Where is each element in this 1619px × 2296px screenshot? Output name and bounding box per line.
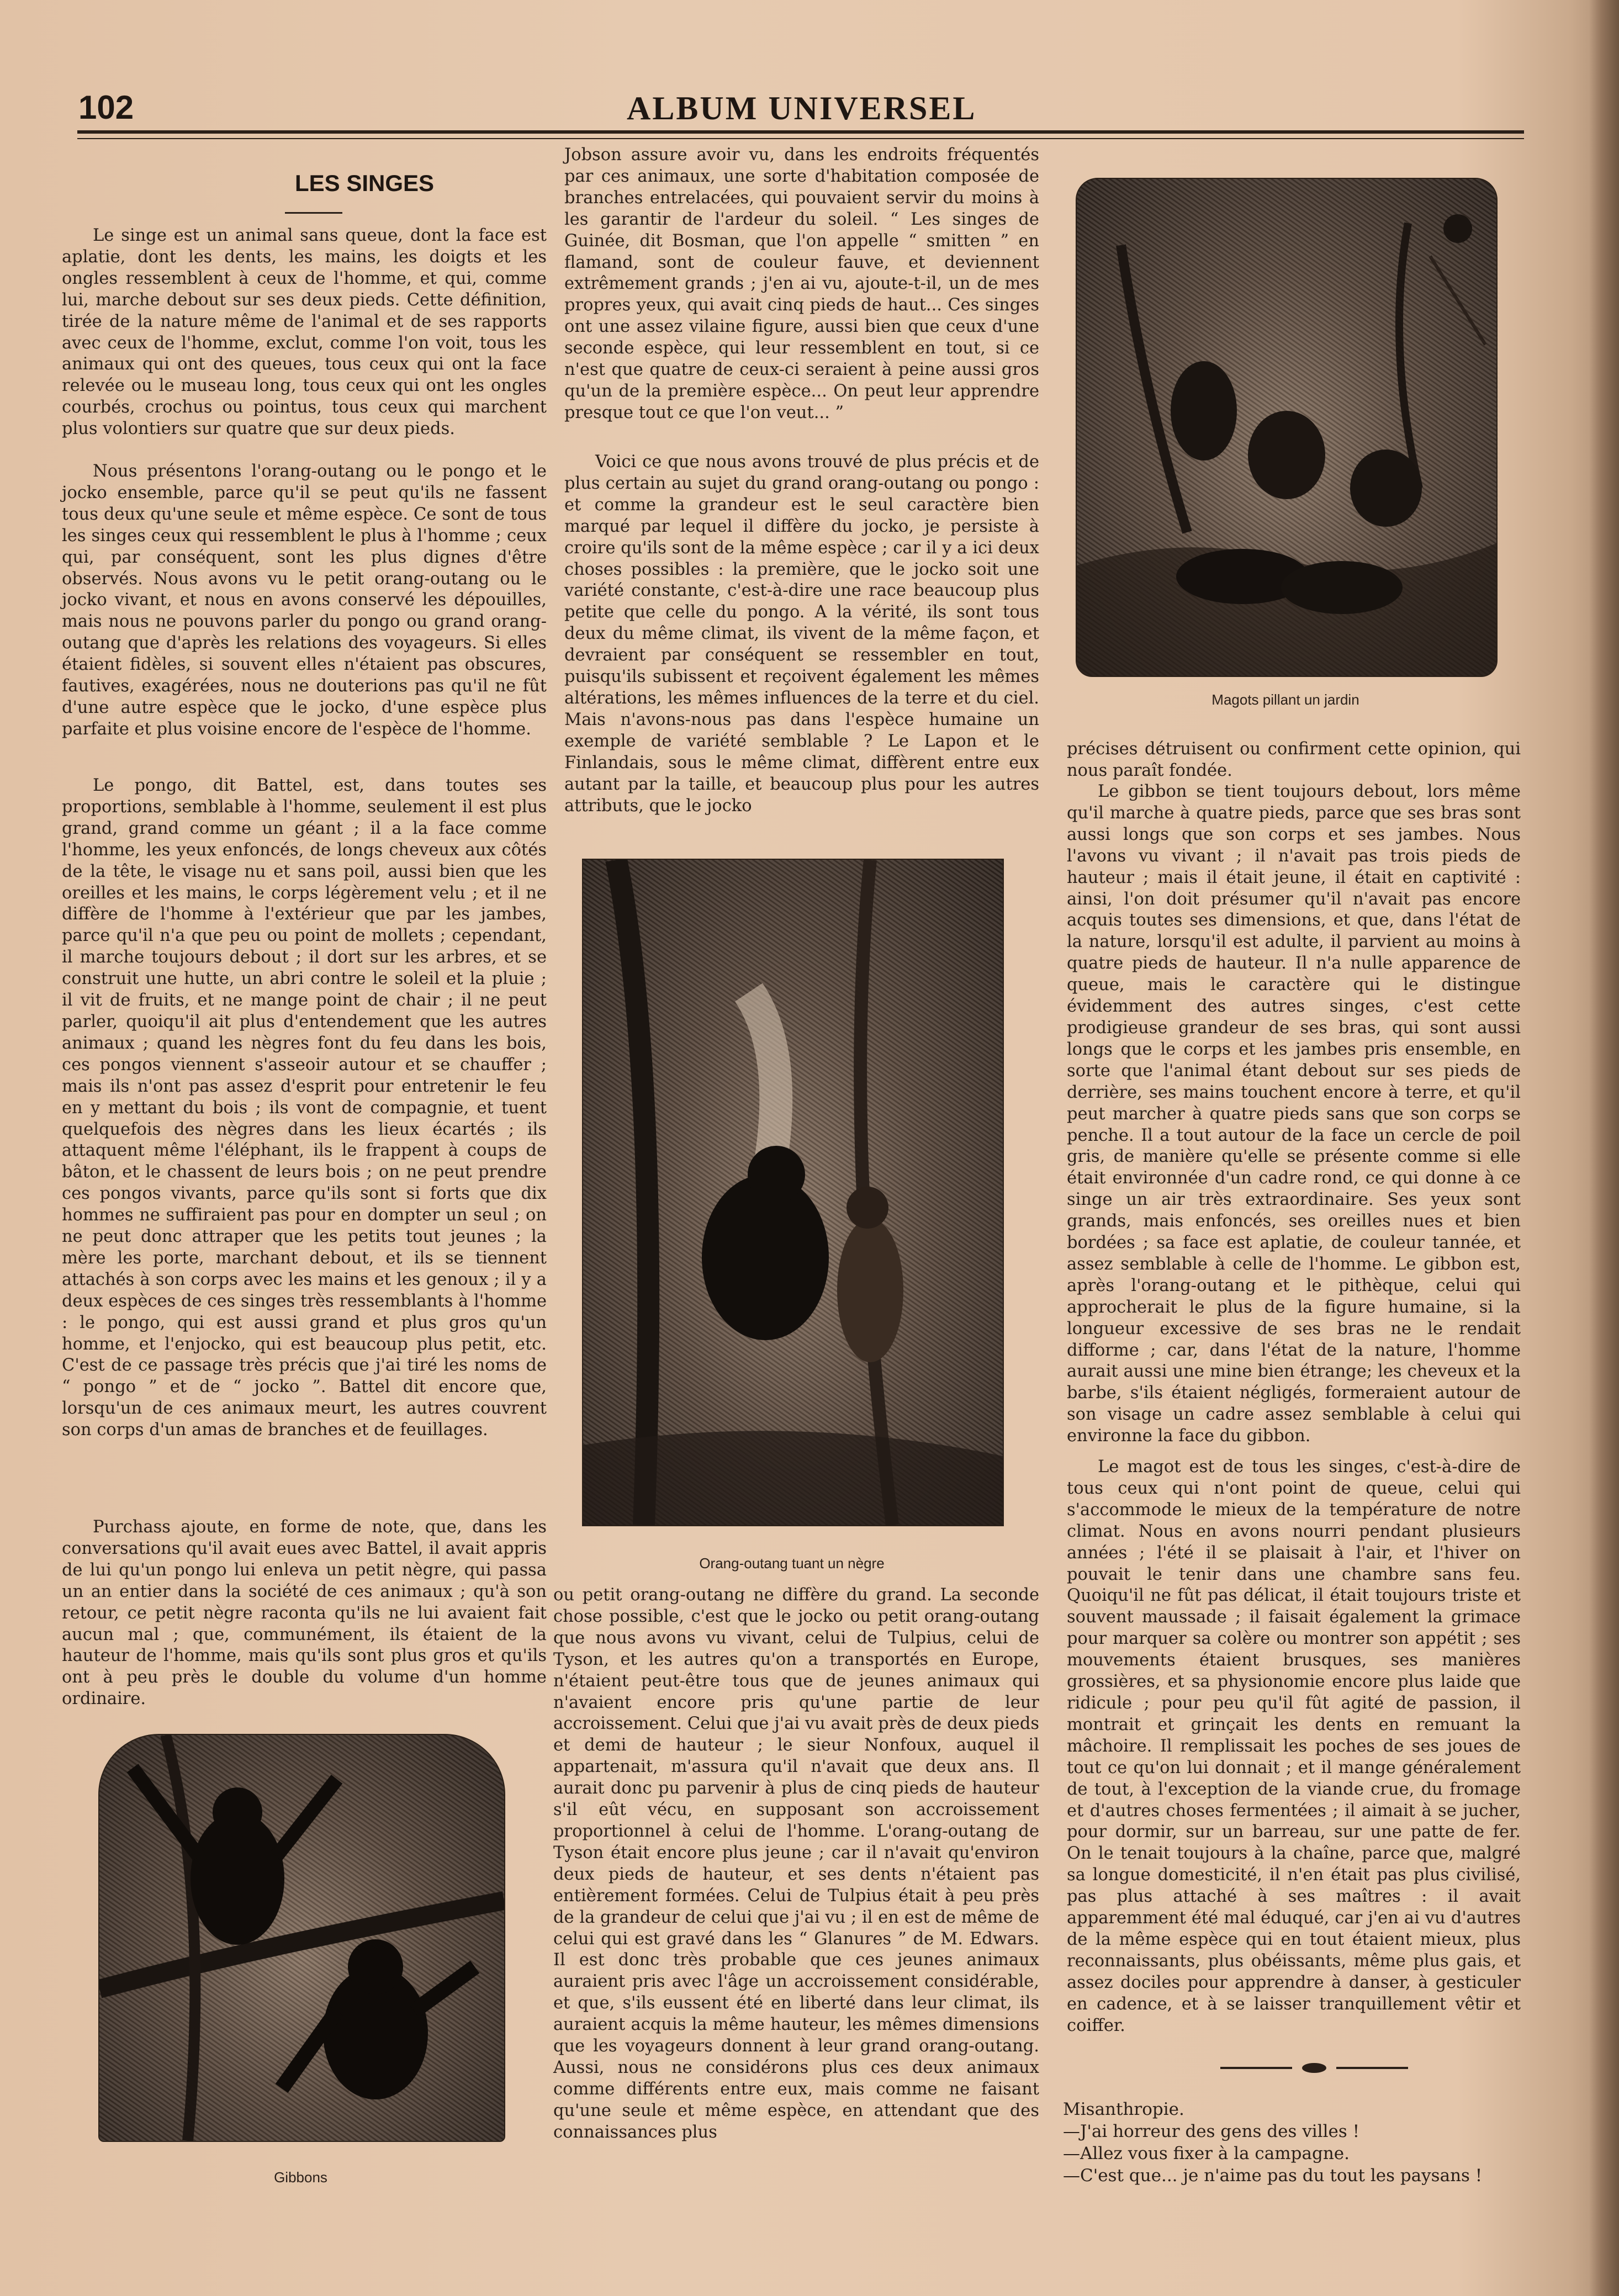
article-paragraph: Le gibbon se tient toujours debout, lors même qu'il marche à quatre pieds, parce que ses bras sont aussi longs que son corps et ses jambes. Nous l'avons vu vivant ; il n'avait pas trois pieds de hauteur ; mais il était jeune, il était en captivité : ainsi, l'on doit présumer qu'il n'avait pas encore acquis toutes ses dimensions, et que, dans l'état de la nature, lorsqu'il est adulte, il parvient au moins à quatre pieds de hauteur. Il n'a nulle apparence de queue, mais le caractère qui le distingue évidemment des autres singes, c'est cette prodigieuse grandeur de ses bras, qui sont aussi longs que le corps et les jambes pris ensemble, en sorte que l'animal étant debout sur ses pieds de derrière, ses mains touchent encore à terre, et qu'il peut marcher à quatre pieds sans que son corps se penche. Il a tout autour de la face un cercle de poil gris, de manière qu'elle se présente comme si elle était environnée d'un cadre rond, ce qui donne à ce singe un air très extraordinaire. Ses yeux sont grands, mais enfoncés, ses oreilles nues et bien bordées ; sa face est aplatie, de couleur tannée, et assez semblable à celle de l'homme. Le gibbon est, après l'orang-outang et le pithèque, celui qui approcherait le plus de la figure humaine, si la longueur excessive de ses bras ne le rendait difforme ; car, dans l'état de la nature, l'homme aurait aussi une mine bien étrange; les cheveux et la barbe, s'ils étaient négligés, formeraient autour de son visage un cadre assez semblable à celui qui environne la face du gibbon. bbox=[1067, 782, 1521, 1446]
engraving-magots-drawing bbox=[1077, 179, 1496, 676]
article-paragraph: Le singe est un animal sans queue, dont la face est aplatie, dont les dents, les mains, les doigts et les ongles ressemblent à ceux de l'homme, et qui, comme lui, marche debout sur ses deux pieds. Cette définition, tirée de la nature même de l'animal et de ses rapports avec ceux de l'homme, exclut, comme l'on voit, tous les animaux qui ont des queues, tous ceux qui ont la face relevée ou le museau long, tous ceux qui ont les ongles courbés, crochus ou pointus, tous ceux qui marchent plus volontiers sur quatre que sur deux pieds. bbox=[62, 226, 547, 439]
figure-caption-magots: Magots pillant un jardin bbox=[1211, 691, 1359, 708]
engraving-gibbons-drawing bbox=[99, 1735, 504, 2141]
engraving-orang-drawing bbox=[583, 860, 1003, 1525]
article-title: LES SINGES bbox=[294, 170, 435, 196]
article-paragraph: Purchass ajoute, en forme de note, que, dans les conversations qu'il avait eues avec Battel, il avait appris de lui qu'un pongo lui enleva un petit nègre, qui passa un an entier dans la société de ces animaux ; qu'à son retour, ce petit nègre raconta qu'ils ne lui avaient fait aucun mal ; que, communément, ils étaient de la hauteur de l'homme, mais qu'ils sont plus gros et qu'ils ont à peu près le double du volume d'un homme ordinaire. bbox=[62, 1517, 547, 1709]
illustration-gibbons bbox=[98, 1734, 505, 2142]
article-paragraph: Nous présentons l'orang-outang ou le pongo et le jocko ensemble, parce qu'il se peut qu'ils ne fassent tous deux qu'une seule et même espèce. Ce sont de tous les singes ceux qui ressemblent le plus à l'homme ; ceux qui, par conséquent, sont les plus dignes d'être observés. Nous avons vu le petit orang-outang ou le jocko vivant, et nous en avons conservé les dépouilles, mais nous ne pouvons parler du pongo ou grand orang-outang que d'après les relations des voyageurs. Si elles étaient fidèles, si souvent elles n'étaient pas obscures, fautives, exagérées, nous ne douterions pas qu'il ne fût d'une autre espèce que le jocko, d'une espèce plus parfaite et plus voisine encore de l'espèce de l'homme. bbox=[62, 462, 547, 739]
page-number: 102 bbox=[78, 89, 134, 126]
illustration-orang-outang bbox=[582, 859, 1004, 1526]
joke-title: Misanthropie. bbox=[1063, 2099, 1184, 2119]
joke-line: —J'ai horreur des gens des villes ! bbox=[1063, 2122, 1360, 2141]
journal-title: ALBUM UNIVERSEL bbox=[627, 90, 977, 126]
article-paragraph: Voici ce que nous avons trouvé de plus précis et de plus certain au sujet du grand orang-outang ou pongo : et comme la grandeur est le seul caractère bien marqué par lequel il diffère du jocko, je persiste à croire qu'ils sont de la même espèce ; car il y a ici deux choses possibles : la première, que le jocko soit une variété constante, c'est-à-dire une race beaucoup plus petite que celle du pongo. A la vérité, ils sont tous deux du même climat, ils vivent de la même façon, et devraient par conséquent se ressembler en tout, puisqu'ils subissent et reçoivent également les mêmes altérations, les mêmes influences de la terre et du ciel. Mais n'avons-nous pas dans l'espèce humaine un exemple de variété semblable ? Le Lapon et le Finlandais, sous le même climat, diffèrent entre eux autant par la taille, et beaucoup plus pour les autres attributs, que le jocko bbox=[564, 452, 1039, 816]
figure-caption-orang-outang: Orang-outang tuant un nègre bbox=[699, 1555, 885, 1572]
figure-caption-gibbons: Gibbons bbox=[274, 2169, 327, 2186]
article-paragraph: Jobson assure avoir vu, dans les endroits fréquentés par ces animaux, une sorte d'habitation composée de branches entrelacées, qui pouvaient servir du moins à les garantir de l'ardeur du soleil. “ Les singes de Guinée, dit Bosman, que l'on appelle “ smitten ” en flamand, sont de couleur fauve, et deviennent extrêmement grands ; j'en ai vu, ajoute-t-il, un de mes propres yeux, qui avait cinq pieds de haut... Ces singes ont une assez vilaine figure, aussi bien que ceux d'une seconde espèce, qui leur ressemblent en tout, si ce n'est que quatre de ceux-ci seraient à peine aussi gros qu'un de la première espèce... On peut leur apprendre presque tout ce que l'on veut... ” bbox=[564, 145, 1039, 422]
page-fold-shadow bbox=[1589, 0, 1619, 2296]
joke-line: —Allez vous fixer à la campagne. bbox=[1063, 2144, 1350, 2163]
illustration-magots bbox=[1076, 178, 1498, 677]
header-rule bbox=[77, 130, 1524, 134]
section-ornament bbox=[1220, 2060, 1408, 2076]
joke-line: —C'est que... je n'aime pas du tout les paysans ! bbox=[1063, 2166, 1483, 2186]
title-rule bbox=[285, 212, 342, 214]
article-paragraph: Le pongo, dit Battel, est, dans toutes ses proportions, semblable à l'homme, seulement il est plus grand, grand comme un géant ; il a la face comme l'homme, les yeux enfoncés, de longs cheveux aux côtés de la tête, le visage nu et sans poil, aussi bien que les oreilles et les mains, le corps légèrement velu ; et il ne diffère de l'homme à l'extérieur que par les jambes, parce qu'il n'a que peu ou point de mollets ; cependant, il marche toujours debout ; il dort sur les arbres, et se construit une hutte, un abri contre le soleil et la pluie ; il vit de fruits, et ne mange point de chair ; il ne peut parler, quoiqu'il ait plus d'entendement que les autres animaux ; quand les nègres font du feu dans les bois, ces pongos viennent s'asseoir autour et se chauffer ; mais ils n'ont pas assez d'esprit pour entretenir le feu en y mettant du bois ; ils vont de compagnie, et tuent quelquefois des nègres dans les lieux écartés ; ils attaquent même l'éléphant, ils le frappent à coups de bâton, et le chassent de leurs bois ; on ne peut prendre ces pongos vivants, parce qu'ils sont si forts que dix hommes ne suffiraient pas pour en dompter un seul ; on ne peut donc attraper que les petits tout jeunes ; la mère les porte, marchant debout, et ils se tiennent attachés à son corps avec les mains et les genoux ; il y a deux espèces de ces singes très ressemblants à l'homme : le pongo, qui est aussi grand et plus gros qu'un homme, et l'enjocko, qui est beaucoup plus petit, etc. C'est de ce passage très précis que j'ai tiré les noms de “ pongo ” et de “ jocko ”. Battel dit encore que, lorsqu'un de ces animaux meurt, les autres couvrent son corps d'un amas de branches et de feuillages. bbox=[62, 776, 547, 1440]
header-rule-thin bbox=[77, 138, 1524, 139]
article-paragraph: ou petit orang-outang ne diffère du grand. La seconde chose possible, c'est que le jocko ou petit orang-outang que nous avons vu vivant, celui de Tulpius, celui de Tyson, et les autres qu'on a transportés en Europe, n'étaient peut-être tous que de jeunes animaux qui n'avaient encore pris qu'une partie de leur accroissement. Celui que j'ai vu avait près de deux pieds et demi de hauteur ; le sieur Nonfoux, auquel il appartenait, m'assura qu'il n'avait que deux ans. Il aurait donc pu parvenir à plus de cinq pieds de hauteur s'il eût vécu, en supposant son accroissement proportionnel à celui de l'homme. L'orang-outang de Tyson était encore plus jeune ; car il n'avait qu'environ deux pieds de hauteur, et ses dents n'étaient pas entièrement formées. Celui de Tulpius était à peu près de la grandeur de celui que j'ai vu ; il en est de même de celui qui est gravé dans les “ Glanures ” de M. Edwars. Il est donc très probable que ces jeunes animaux auraient pris avec l'âge un accroissement considérable, et que, s'ils eussent été en liberté dans leur climat, ils auraient acquis la même hauteur, les mêmes dimensions que les voyageurs donnent à leur grand orang-outang. Aussi, nous ne considérons plus ces deux animaux comme différents entre eux, mais comme ne faisant qu'une seule et même espèce, en attendant que des connaissances plus bbox=[553, 1585, 1039, 2142]
article-paragraph: précises détruisent ou confirment cette opinion, qui nous paraît fondée. bbox=[1067, 739, 1521, 780]
article-paragraph: Le magot est de tous les singes, c'est-à-dire de tous ceux qui n'ont point de queue, celui qui s'accommode le mieux de la température de notre climat. Nous en avons nourri pendant plusieurs années ; l'été il se plaisait à l'air, et l'hiver on pouvait le tenir dans une chambre sans feu. Quoiqu'il ne fût pas délicat, il était toujours triste et souvent maussade ; il faisait également la grimace pour marquer sa colère ou montrer son appétit ; ses mouvements étaient brusques, ses manières grossières, et sa physionomie encore plus laide que ridicule ; pour peu qu'il fût agité de passion, il montrait et grinçait les dents en remuant la mâchoire. Il remplissait les poches de ses joues de tout ce qu'on lui donnait ; et il mange généralement de tout, à l'exception de la viande crue, du fromage et d'autres choses fermentées ; il aimait à se jucher, pour dormir, sur un barreau, sur une patte de fer. On le tenait toujours à la chaîne, parce que, malgré sa longue domesticité, il n'en était pas plus civilisé, pas plus attaché à ses maîtres : il avait apparemment été mal éduqué, car j'en ai vu d'autres de la même espèce qui en tout étaient mieux, plus reconnaissants, plus obéissants, même plus gais, et assez dociles pour apprendre à danser, à gesticuler en cadence, et à se laisser tranquillement vêtir et coiffer. bbox=[1067, 1457, 1521, 2035]
